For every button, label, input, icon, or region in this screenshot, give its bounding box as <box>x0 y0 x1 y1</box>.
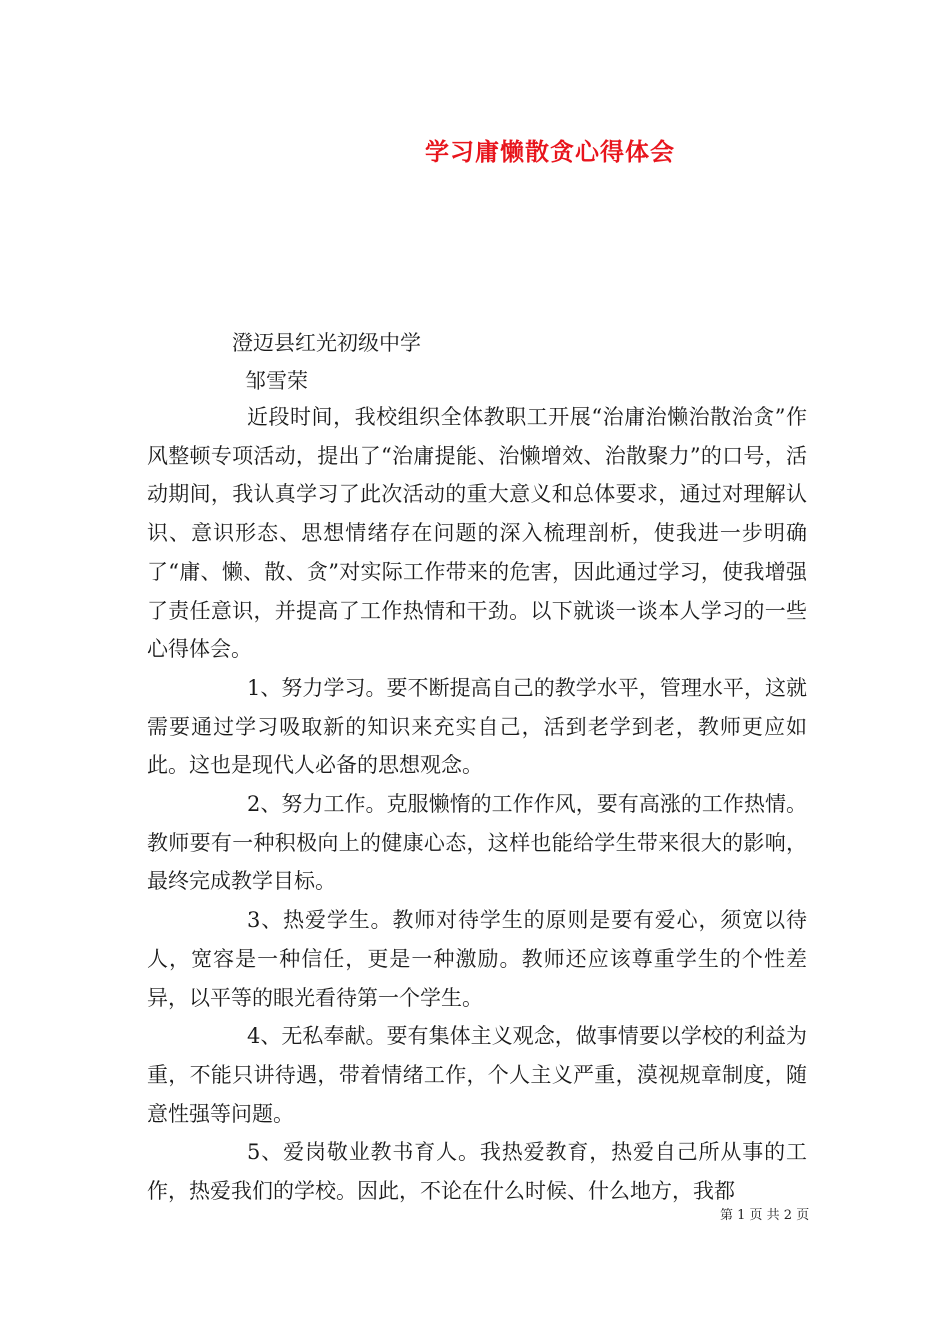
school-name: 澄迈县红光初级中学 <box>232 331 421 355</box>
paragraph-item-4: 4、无私奉献。要有集体主义观念，做事情要以学校的利益为重，不能只讲待遇，带着情绪工作，个人主义严重，漠视规章制度，随意性强等问题。 <box>147 1024 807 1126</box>
document-body <box>147 398 807 1211</box>
paragraph-intro: 近段时间，我校组织全体教职工开展“治庸治懒治散治贪”作风整顿专项活动，提出了“治庸提能、治懒增效、治散聚力”的口号，活动期间，我认真学习了此次活动的重大意义和总体要求，通过对理解认识、意识形态、思想情绪存在问题的深入梳理剖析，使我进一步明确了“庸、懒、散、贪”对实际工作带来的危害，因此通过学习，使我增强了责任意识，并提高了工作热情和干劲。以下就谈一谈本人学习的一些心得体会。 <box>147 405 807 662</box>
paragraph-item-5: 5、爱岗敬业教书育人。我热爱教育，热爱自己所从事的工作，热爱我们的学校。因此，不论在什么时候、什么地方，我都 <box>147 1140 807 1204</box>
document-title: 学习庸懒散贪心得体会 <box>425 138 675 166</box>
paragraph-item-1: 1、努力学习。要不断提高自己的教学水平，管理水平，这就需要通过学习吸取新的知识来充实自己，活到老学到老，教师更应如此。这也是现代人必备的思想观念。 <box>147 675 807 778</box>
page-number: 第 1 页 共 2 页 <box>720 1208 810 1223</box>
paragraph-item-3: 3、热爱学生。教师对待学生的原则是要有爱心，须宽以待人，宽容是一种信任，更是一种激励。教师还应该尊重学生的个性差异，以平等的眼光看待第一个学生。 <box>147 908 807 1010</box>
author-name: 邹雪荣 <box>245 369 308 393</box>
paragraph-item-2: 2、努力工作。克服懒惰的工作作风，要有高涨的工作热情。教师要有一种积极向上的健康心态，这样也能给学生带来很大的影响，最终完成教学目标。 <box>147 792 807 894</box>
